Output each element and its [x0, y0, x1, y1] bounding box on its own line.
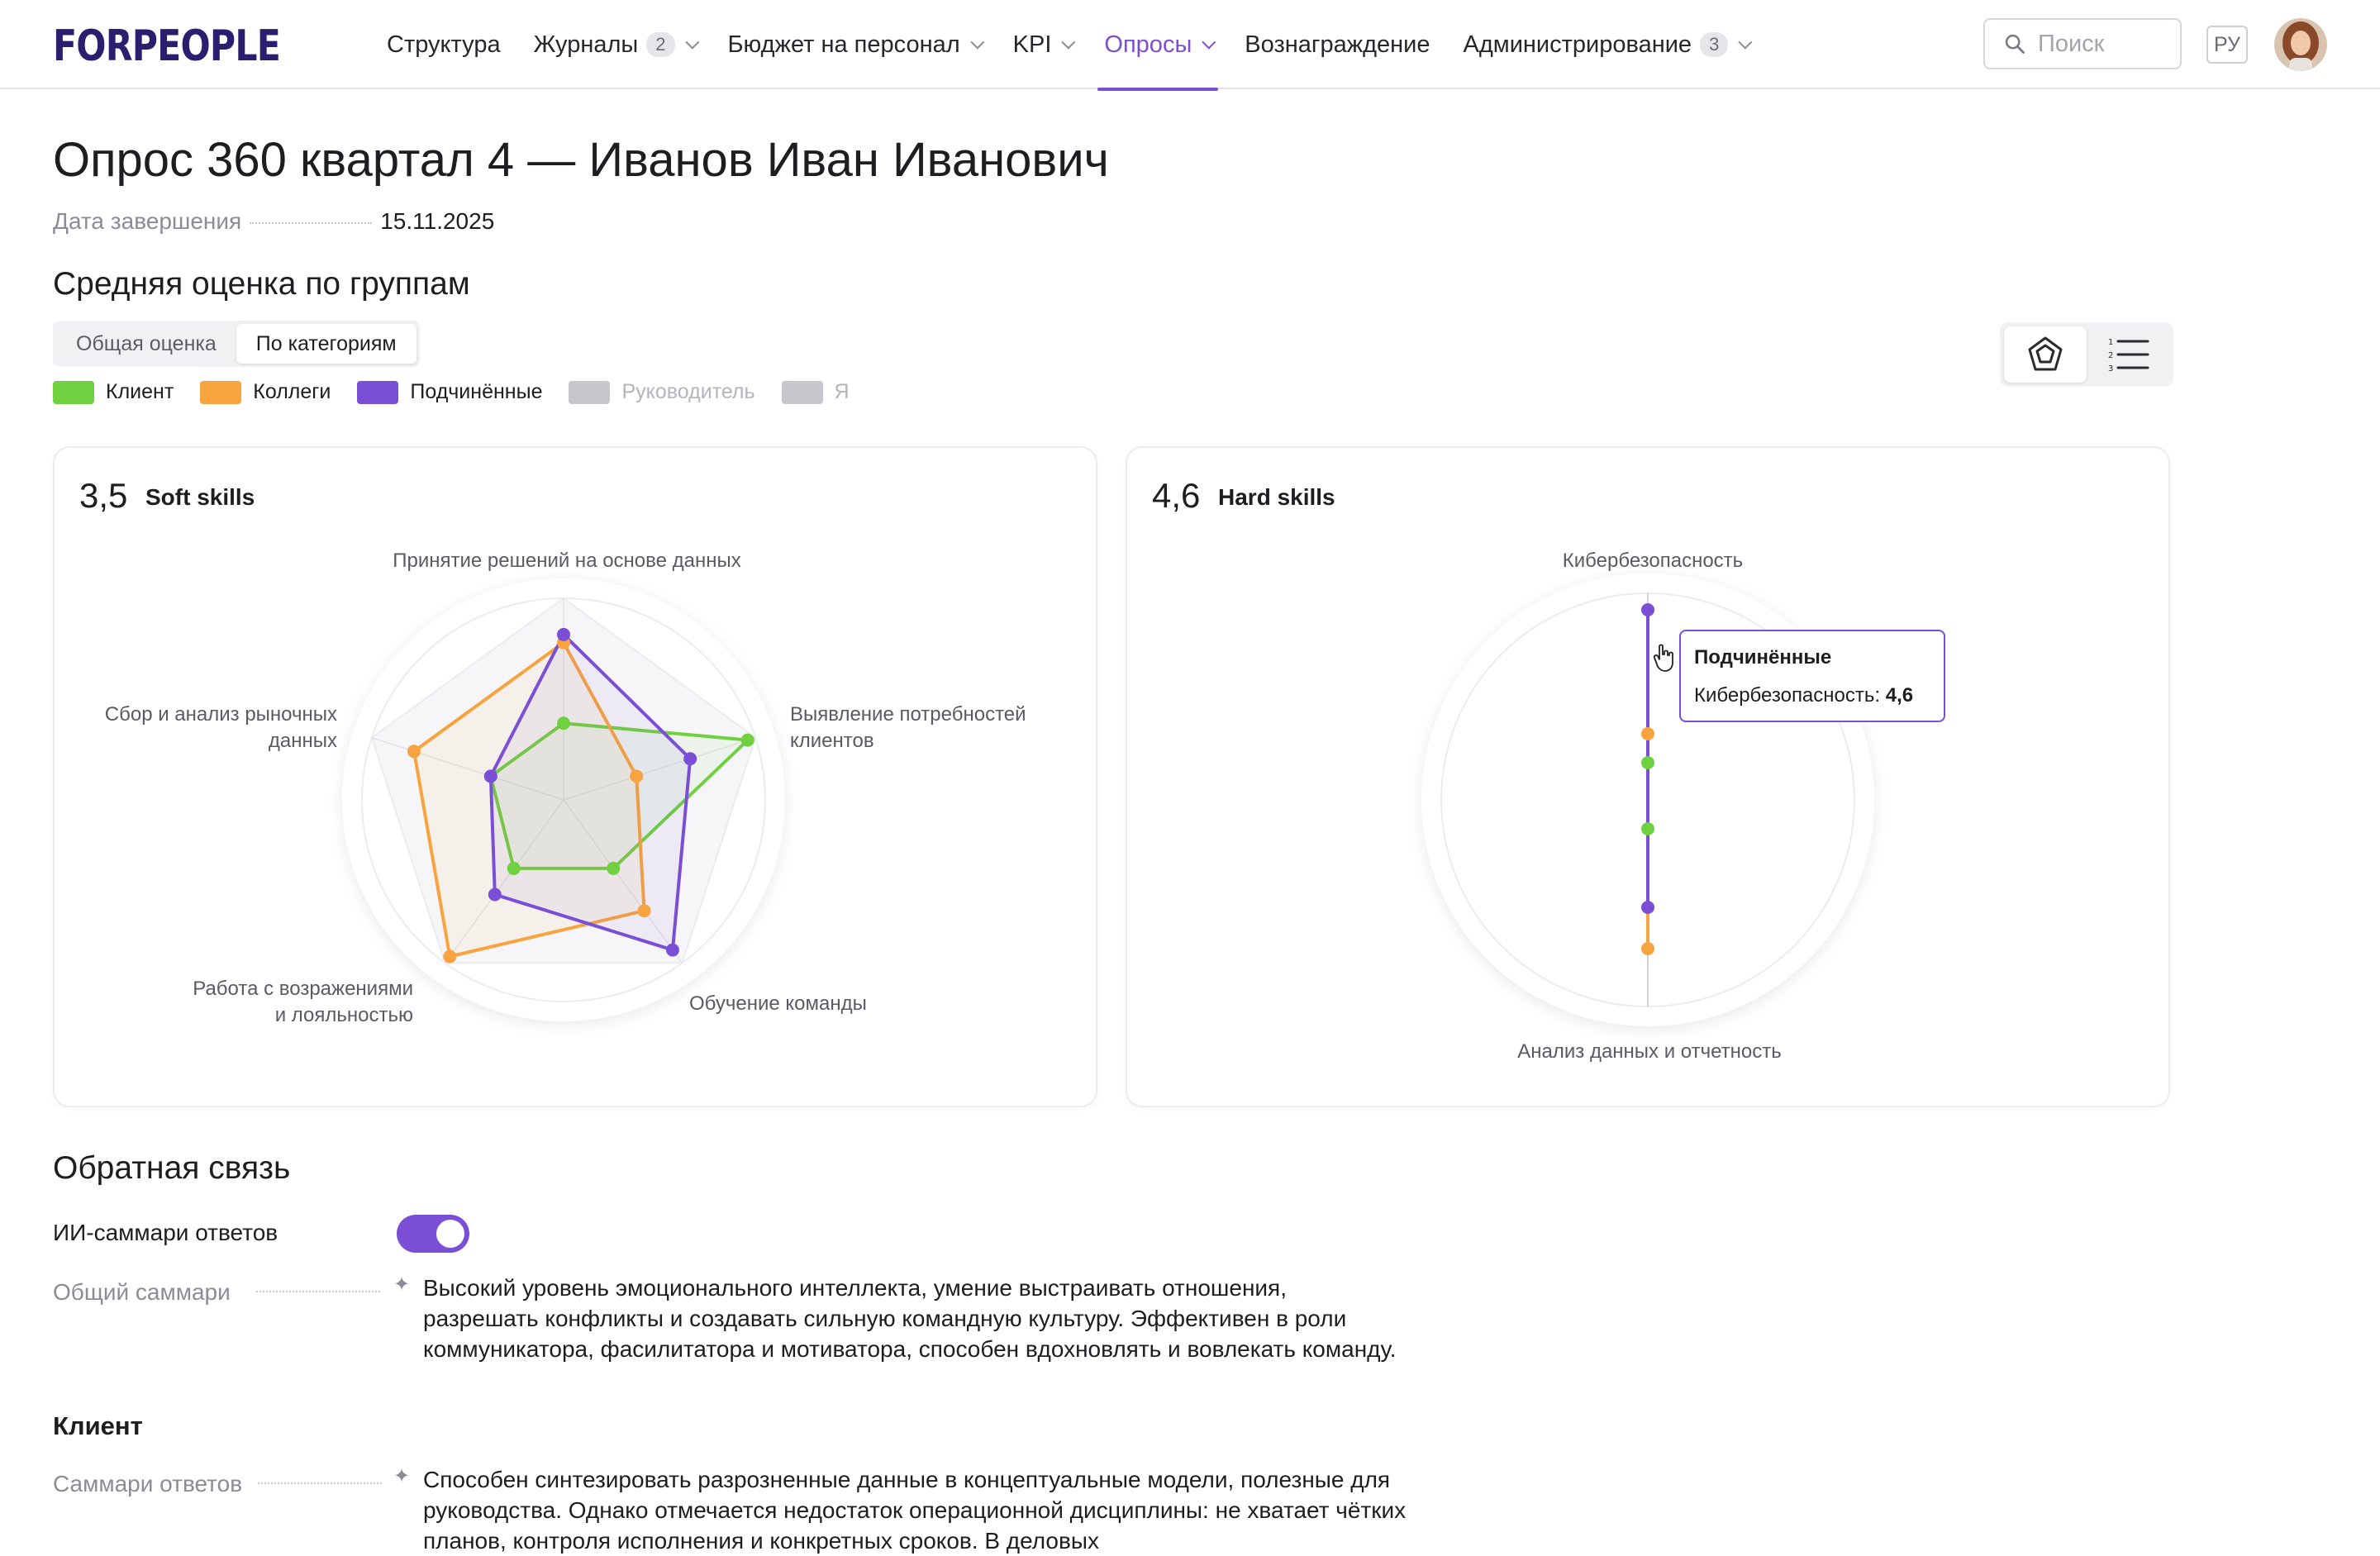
tooltip-series: Подчинённые	[1694, 646, 1832, 669]
chevron-down-icon	[685, 36, 699, 50]
feedback-section-title: Обратная связь	[53, 1150, 291, 1186]
svg-text:3: 3	[2108, 364, 2114, 374]
completion-date-label: Дата завершения	[53, 208, 242, 234]
chevron-down-icon	[1062, 36, 1076, 50]
nav-count-badge: 2	[646, 32, 674, 57]
radar-view-button[interactable]	[2004, 326, 2087, 383]
data-point	[1641, 727, 1654, 740]
nav-item-label: Структура	[387, 31, 501, 58]
chart-legend	[53, 380, 876, 404]
data-point	[607, 862, 620, 875]
brand-logo[interactable]: FORPEOPLE	[53, 21, 281, 71]
main-nav	[370, 0, 1764, 89]
legend-label: Коллеги	[253, 380, 331, 403]
nav-item-1[interactable]	[517, 0, 712, 89]
legend-item[interactable]	[53, 380, 174, 404]
top-navigation-bar	[0, 0, 2380, 89]
axis-label-line: клиентов	[790, 730, 874, 752]
axis-label-line: Выявление потребностей	[790, 703, 1026, 726]
axis-label	[105, 703, 337, 752]
axis-label	[689, 992, 867, 1015]
chart-tooltip	[1679, 630, 1945, 722]
numbered-list-icon	[2106, 335, 2149, 374]
client-section-title: Клиент	[53, 1411, 143, 1440]
score-mode-tabs	[53, 321, 420, 367]
axis-label	[790, 703, 1026, 752]
list-view-button[interactable]	[2087, 326, 2169, 383]
axis-label-line: Анализ данных и отчетность	[1517, 1040, 1782, 1063]
data-point	[407, 745, 421, 758]
chevron-down-icon	[1202, 36, 1216, 50]
nav-item-4[interactable]	[1088, 0, 1228, 89]
user-avatar[interactable]	[2274, 18, 2327, 71]
soft-skills-title: Soft skills	[145, 484, 255, 510]
legend-swatch	[357, 381, 398, 404]
legend-swatch	[782, 381, 823, 404]
data-point	[741, 734, 754, 747]
axis-label-line: данных	[268, 730, 337, 752]
legend-item[interactable]	[569, 380, 754, 404]
tooltip-value: 4,6	[1885, 684, 1914, 707]
hard-skills-score: 4,6	[1152, 476, 1201, 515]
axis-label-line: Кибербезопасность	[1562, 550, 1744, 572]
tab-by-category[interactable]: По категориям	[236, 324, 416, 364]
leader-dots	[258, 1482, 382, 1484]
legend-label: Я	[834, 380, 850, 403]
ai-sparkle-icon: ✦	[393, 1465, 411, 1487]
legend-item[interactable]	[782, 380, 850, 404]
nav-item-0[interactable]	[370, 0, 517, 89]
data-point	[666, 944, 679, 957]
chevron-down-icon	[970, 36, 984, 50]
client-summary-label: Саммари ответов	[53, 1471, 243, 1497]
data-point	[1641, 942, 1654, 955]
data-point	[683, 752, 697, 765]
legend-label: Клиент	[106, 380, 174, 403]
language-switch[interactable]: РУ	[2206, 26, 2248, 64]
data-point	[484, 769, 497, 783]
tooltip-axis: Кибербезопасность	[1694, 684, 1875, 707]
legend-label: Руководитель	[621, 380, 755, 403]
nav-item-label: Журналы	[533, 31, 639, 58]
hard-skills-radar-chart	[1127, 448, 2172, 1109]
soft-skills-score: 3,5	[79, 476, 128, 515]
nav-item-label: Опросы	[1104, 31, 1192, 58]
search-input[interactable]	[2038, 31, 2170, 58]
nav-item-5[interactable]	[1228, 0, 1446, 89]
ai-summary-toggle[interactable]	[397, 1215, 469, 1253]
svg-text:2: 2	[2108, 351, 2114, 360]
data-point	[443, 950, 456, 964]
axis-label	[1563, 550, 1743, 572]
axis-label-line: Принятие решений на основе данных	[393, 550, 741, 572]
nav-item-label: Вознаграждение	[1245, 31, 1430, 58]
axis-label-line: Работа с возражениями	[193, 978, 413, 1000]
overall-summary-label: Общий саммари	[53, 1279, 231, 1305]
ai-sparkle-icon: ✦	[393, 1273, 411, 1296]
nav-item-3[interactable]	[997, 0, 1088, 89]
page-title: Опрос 360 квартал 4 — Иванов Иван Иванович	[53, 133, 1109, 187]
chevron-down-icon	[1739, 36, 1753, 50]
axis-label	[393, 550, 741, 572]
view-mode-switch	[2000, 322, 2173, 387]
search-box[interactable]	[1983, 18, 2182, 69]
legend-item[interactable]	[200, 380, 331, 404]
tooltip-line: Кибербезопасность: 4,6	[1694, 684, 1914, 707]
legend-swatch	[569, 381, 610, 404]
data-point	[630, 769, 643, 783]
data-point	[1641, 756, 1654, 769]
leader-dots	[250, 222, 372, 224]
nav-item-label: Бюджет на персонал	[727, 31, 960, 58]
soft-skills-card	[53, 446, 1097, 1107]
overall-summary-text: Высокий уровень эмоционального интеллекта, умение выстраивать отношения, разрешать конфликты и создавать сильную командную культуру. Эффективен в роли коммуникатора, фасилитатора и мотиватора, способен вдохновлять и вовлекать команду.	[423, 1275, 1397, 1362]
hard-skills-title: Hard skills	[1218, 484, 1335, 510]
legend-item[interactable]	[357, 380, 542, 404]
axis-label-line: Обучение команды	[689, 992, 867, 1015]
radar-chart-icon	[2025, 335, 2065, 374]
nav-item-6[interactable]	[1447, 0, 1765, 89]
data-point	[638, 904, 651, 917]
legend-swatch	[200, 381, 241, 404]
legend-swatch	[53, 381, 94, 404]
completion-date-row	[53, 208, 494, 235]
data-point	[557, 628, 570, 641]
data-point	[507, 862, 521, 875]
data-point	[1641, 603, 1654, 616]
nav-item-2[interactable]	[712, 0, 997, 89]
toggle-knob	[436, 1220, 464, 1248]
tab-overall[interactable]: Общая оценка	[76, 331, 217, 355]
hard-skills-card	[1126, 446, 2170, 1107]
data-point	[1641, 901, 1654, 914]
groups-section-title: Средняя оценка по группам	[53, 266, 470, 302]
data-point	[488, 887, 502, 901]
axis-label	[1517, 1040, 1782, 1063]
soft-skills-radar-chart	[55, 448, 1099, 1109]
nav-count-badge: 3	[1700, 32, 1728, 57]
client-summary-text: Способен синтезировать разрозненные данные в концептуальные модели, полезные для руководства. Однако отмечается недостаток операционной дисциплины: не хватает чётких планов, контроля исполнения и конкретных сроков. В деловых	[423, 1467, 1407, 1554]
leader-dots	[256, 1291, 380, 1292]
axis-label-line: Сбор и анализ рыночных	[104, 703, 337, 726]
nav-item-label: Администрирование	[1463, 31, 1692, 58]
legend-label: Подчинённые	[410, 380, 543, 403]
axis-label	[193, 978, 413, 1026]
completion-date-value: 15.11.2025	[380, 208, 495, 234]
search-icon	[2003, 32, 2026, 55]
data-point	[557, 716, 570, 730]
data-point	[1641, 822, 1654, 835]
ai-summary-label: ИИ-саммари ответов	[53, 1220, 278, 1245]
nav-item-label: KPI	[1012, 31, 1052, 58]
svg-text:1: 1	[2108, 338, 2114, 347]
axis-label-line: и лояльностью	[274, 1004, 413, 1026]
